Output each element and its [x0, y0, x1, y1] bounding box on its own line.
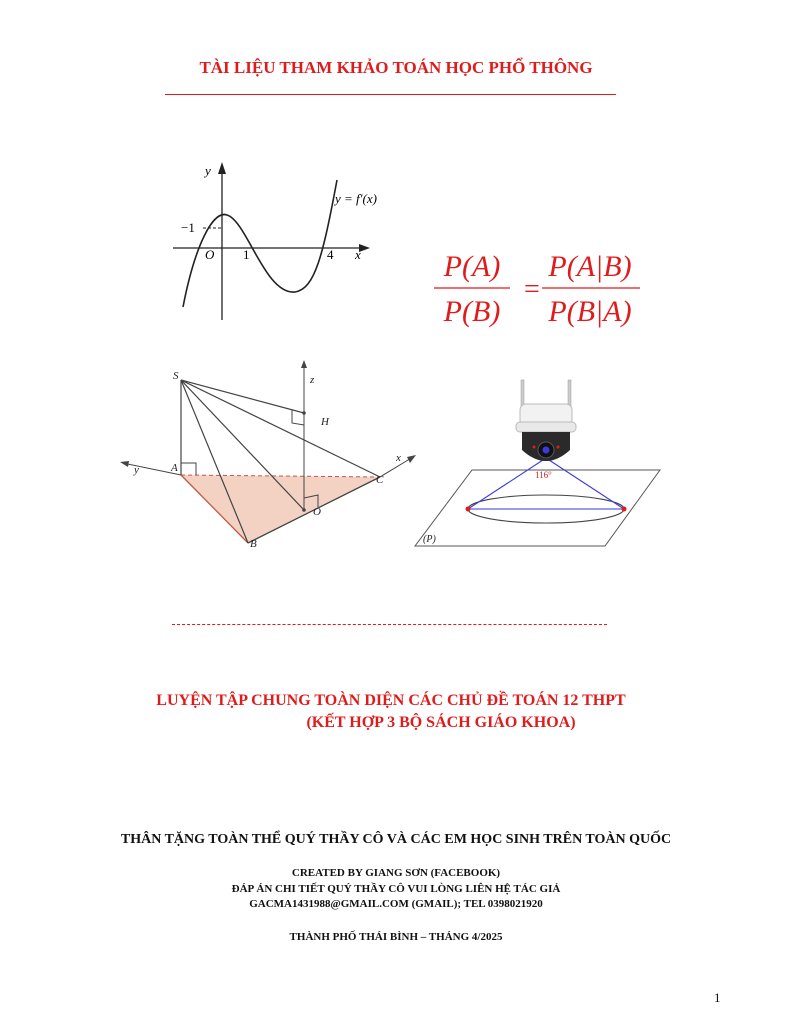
bayes-formula [420, 236, 660, 341]
formula-denominator-right: P(B|A) [548, 295, 632, 328]
camera-figure [410, 370, 670, 550]
pyramid-label-o: O [313, 506, 321, 518]
graph-y-label: y [205, 163, 211, 178]
graph-curve-label: y = f′(x) [335, 191, 377, 206]
formula-equals: = [524, 274, 540, 305]
pyramid-label-z: z [310, 374, 315, 386]
dedication: THÂN TẶNG TOÀN THỂ QUÝ THẦY CÔ VÀ CÁC EM HỌC SINH TRÊN TOÀN QUỐC [120, 832, 672, 847]
section-divider [172, 624, 607, 625]
pyramid-label-c: C [376, 474, 384, 486]
pyramid-label-b: B [250, 538, 257, 550]
graph-x-label: x [355, 247, 361, 262]
page-number: 1 [714, 990, 721, 1005]
main-title-line1: LUYỆN TẬP CHUNG TOÀN DIỆN CÁC CHỦ ĐỀ TOÁN 12 THPT [156, 692, 626, 709]
formula-denominator-left: P(B) [443, 295, 501, 328]
formula-numerator-right: P(A|B) [548, 250, 632, 283]
formula-numerator-left: P(A) [443, 250, 501, 283]
pyramid-label-s: S [173, 370, 179, 382]
camera-plane-label: (P) [423, 534, 436, 545]
location-date: THÀNH PHỐ THÁI BÌNH – THÁNG 4/2025 [289, 931, 503, 943]
pyramid-label-x: x [396, 452, 401, 464]
camera-angle-label: 116° [535, 470, 552, 480]
pyramid-label-a: A [171, 462, 178, 474]
graph-neg-one-label: −1 [181, 220, 195, 235]
pyramid-figure [118, 355, 418, 555]
contact-info: GACMA1431988@GMAIL.COM (GMAIL); TEL 0398021920 [249, 898, 543, 910]
graph-four-label: 4 [327, 247, 334, 262]
created-by: CREATED BY GIANG SƠN (FACEBOOK) [291, 867, 501, 879]
answer-note: ĐÁP ÁN CHI TIẾT QUÝ THẦY CÔ VUI LÒNG LIÊN HỆ TÁC GIẢ [231, 883, 561, 895]
header-divider [165, 94, 616, 95]
header-title: TÀI LIỆU THAM KHẢO TOÁN HỌC PHỔ THÔNG [199, 58, 593, 77]
main-title-line2: (KẾT HỢP 3 BỘ SÁCH GIÁO KHOA) [306, 714, 576, 731]
pyramid-label-h: H [321, 416, 329, 428]
graph-one-label: 1 [243, 247, 250, 262]
derivative-graph [165, 155, 405, 330]
camera-icon [516, 380, 576, 461]
pyramid-label-y: y [134, 464, 139, 476]
graph-origin-label: O [205, 247, 215, 262]
